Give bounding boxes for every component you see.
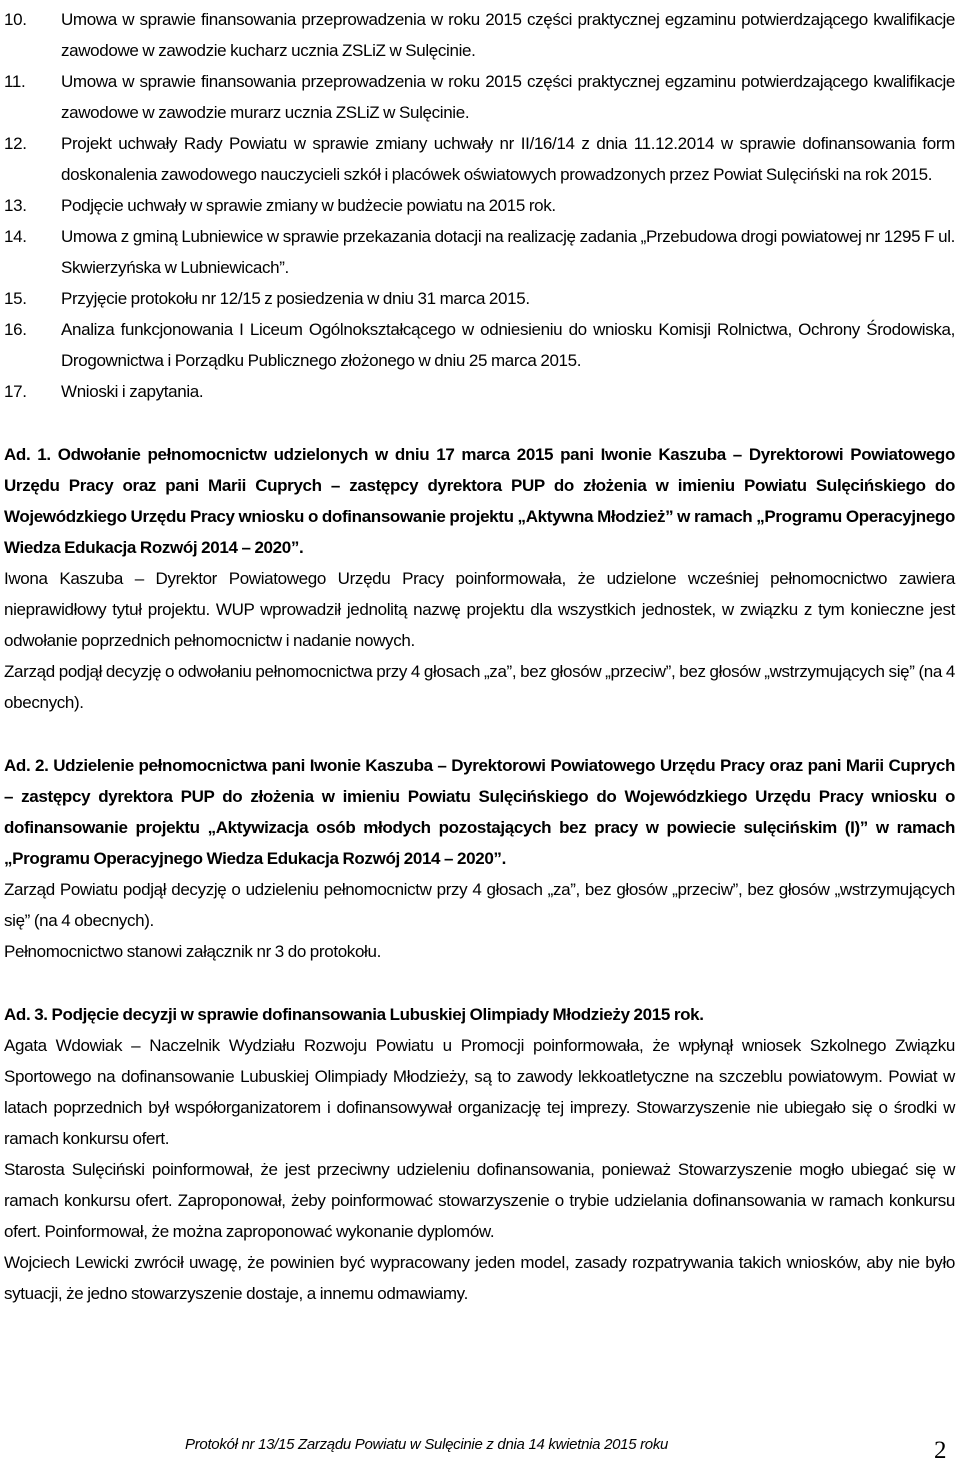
agenda-list <box>4 4 955 407</box>
agenda-item-number: 13. <box>4 196 27 215</box>
agenda-item-number: 12. <box>4 134 27 153</box>
agenda-item-text: Umowa w sprawie finansowania przeprowadzenia w roku 2015 części praktycznej egzaminu potwierdzającego kwalifikacje zawodowe w zawodzie murarz ucznia ZSLiZ w Sulęcinie. <box>61 72 955 122</box>
section-paragraph: Iwona Kaszuba – Dyrektor Powiatowego Urzędu Pracy poinformowała, że udzielone wcześniej pełnomocnictwo zawiera nieprawidłowy tytuł projektu. WUP wprowadził jednolitą nazwę projektu dla wszystkich jednostek, w związku z tym konieczne jest odwołanie poprzednich pełnomocnictw i nadanie nowych. <box>4 569 955 650</box>
section-ad-2 <box>4 750 955 967</box>
agenda-item-text: Podjęcie uchwały w sprawie zmiany w budżecie powiatu na 2015 rok. <box>61 196 556 215</box>
agenda-item <box>4 221 955 283</box>
spacer <box>4 967 955 999</box>
section-heading: Ad. 3. Podjęcie decyzji w sprawie dofinansowania Lubuskiej Olimpiady Młodzieży 2015 rok. <box>4 1005 704 1024</box>
agenda-item-number: 15. <box>4 289 27 308</box>
section-paragraph: Wojciech Lewicki zwrócił uwagę, że powinien być wypracowany jeden model, zasady rozpatrywania takich wniosków, aby nie było sytuacji, że jedno stowarzyszenie dostaje, a innemu odmawiamy. <box>4 1253 955 1303</box>
agenda-item <box>4 66 955 128</box>
page-number: 2 <box>934 1437 947 1464</box>
agenda-item <box>4 128 955 190</box>
agenda-item <box>4 314 955 376</box>
agenda-item-text: Umowa w sprawie finansowania przeprowadzenia w roku 2015 części praktycznej egzaminu potwierdzającego kwalifikacje zawodowe w zawodzie kucharz ucznia ZSLiZ w Sulęcinie. <box>61 10 955 60</box>
agenda-item-text: Umowa z gminą Lubniewice w sprawie przekazania dotacji na realizację zadania „Przebudowa drogi powiatowej nr 1295 F ul. Skwierzyńska w Lubniewicach”. <box>61 227 955 277</box>
section-paragraph: Agata Wdowiak – Naczelnik Wydziału Rozwoju Powiatu u Promocji poinformowała, że wpłynął wniosek Szkolnego Związku Sportowego na dofinansowanie Lubuskiej Olimpiady Młodzieży, są to zawody lekkoatletyczne na szczeblu powiatowym. Powiat w latach poprzednich był współorganizatorem i dofinansowywał organizację tej imprezy. Stowarzyszenie nie ubiegało się o środki w ramach konkursu ofert. <box>4 1036 955 1148</box>
section-paragraph: Zarząd podjął decyzję o odwołaniu pełnomocnictwa przy 4 głosach „za”, bez głosów „przeciw”, bez głosów „wstrzymujących się” (na 4 obecnych). <box>4 662 955 712</box>
agenda-item-text: Projekt uchwały Rady Powiatu w sprawie zmiany uchwały nr II/16/14 z dnia 11.12.2014 w sprawie dofinansowania form doskonalenia zawodowego nauczycieli szkół i placówek oświatowych prowadzonych przez Powiat Sulęciński na rok 2015. <box>61 134 955 184</box>
agenda-item <box>4 190 955 221</box>
page-footer: Protokół nr 13/15 Zarządu Powiatu w Sulęcinie z dnia 14 kwietnia 2015 roku <box>185 1436 669 1453</box>
spacer <box>4 407 955 439</box>
agenda-item-number: 10. <box>4 10 27 29</box>
agenda-item-number: 17. <box>4 382 27 401</box>
spacer <box>4 718 955 750</box>
section-paragraph: Starosta Sulęciński poinformował, że jest przeciwny udzieleniu dofinansowania, ponieważ Stowarzyszenie mogło ubiegać się w ramach konkursu ofert. Zaproponował, żeby poinformować stowarzyszenie o trybie udzielania dofinansowania w ramach konkursu ofert. Poinformował, że można zaproponować wykonanie dyplomów. <box>4 1160 955 1241</box>
agenda-item-number: 16. <box>4 320 27 339</box>
agenda-item <box>4 283 955 314</box>
section-heading: Ad. 2. Udzielenie pełnomocnictwa pani Iwonie Kaszuba – Dyrektorowi Powiatowego Urzędu Pracy oraz pani Marii Cuprych – zastępcy dyrektora PUP do złożenia w imieniu Powiatu Sulęcińskiego do Wojewódzkiego Urzędu Pracy wniosku o dofinansowanie projektu „Aktywizacja osób młodych pozostających bez pracy w powiecie sulęcińskim (I)” w ramach „Programu Operacyjnego Wiedza Edukacja Rozwój 2014 – 2020”. <box>4 756 955 868</box>
section-paragraph: Zarząd Powiatu podjął decyzję o udzieleniu pełnomocnictw przy 4 głosach „za”, bez głosów „przeciw”, bez głosów „wstrzymujących się” (na 4 obecnych). <box>4 880 955 930</box>
section-heading: Ad. 1. Odwołanie pełnomocnictw udzielonych w dniu 17 marca 2015 pani Iwonie Kaszuba – Dyrektorowi Powiatowego Urzędu Pracy oraz pani Marii Cuprych – zastępcy dyrektora PUP do złożenia w imieniu Powiatu Sulęcińskiego do Wojewódzkiego Urzędu Pracy wniosku o dofinansowanie projektu „Aktywna Młodzież” w ramach „Programu Operacyjnego Wiedza Edukacja Rozwój 2014 – 2020”. <box>4 445 955 557</box>
agenda-item <box>4 4 955 66</box>
agenda-item-number: 11. <box>4 72 26 91</box>
agenda-item-text: Przyjęcie protokołu nr 12/15 z posiedzenia w dniu 31 marca 2015. <box>61 289 530 308</box>
agenda-item-number: 14. <box>4 227 27 246</box>
section-ad-3 <box>4 999 955 1309</box>
agenda-item-text: Wnioski i zapytania. <box>61 382 204 401</box>
agenda-item-text: Analiza funkcjonowania I Liceum Ogólnokształcącego w odniesieniu do wniosku Komisji Rolnictwa, Ochrony Środowiska, Drogownictwa i Porządku Publicznego złożonego w dniu 25 marca 2015. <box>61 320 955 370</box>
section-ad-1 <box>4 439 955 718</box>
agenda-item <box>4 376 955 407</box>
section-paragraph: Pełnomocnictwo stanowi załącznik nr 3 do protokołu. <box>4 942 381 961</box>
page-content <box>4 4 955 1309</box>
